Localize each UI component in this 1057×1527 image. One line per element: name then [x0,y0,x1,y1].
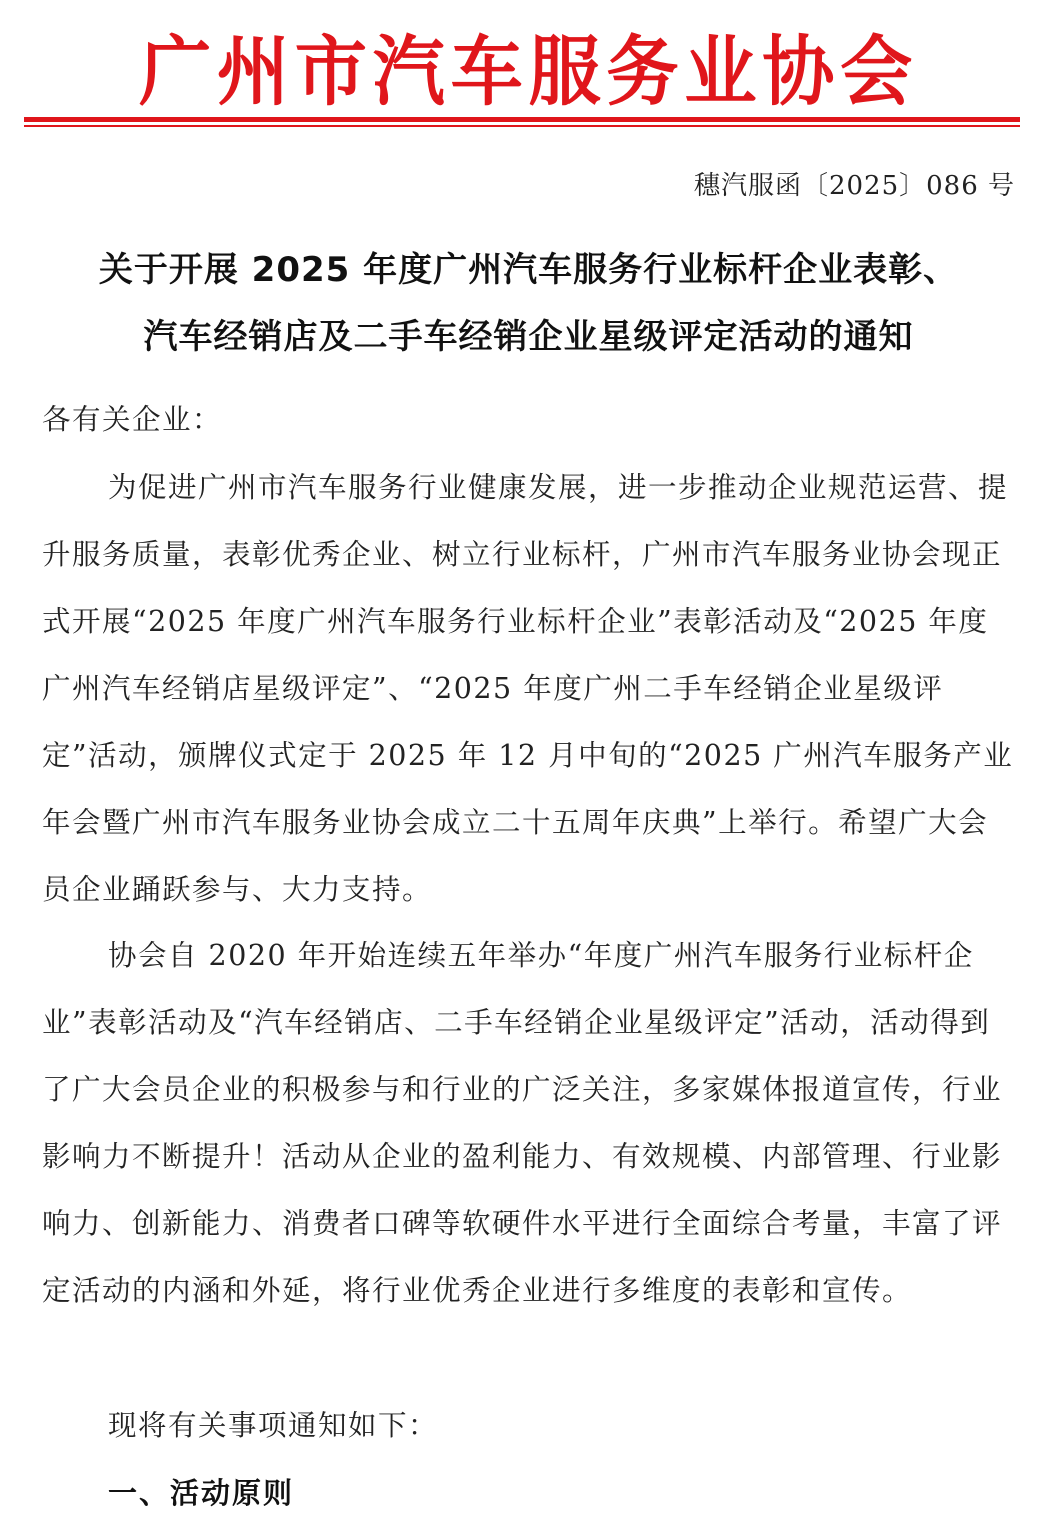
salutation: 各有关企业： [42,403,223,436]
paragraph-notice-intro: 现将有关事项通知如下： [108,1409,439,1442]
section-heading-principles: 一、活动原则 [108,1476,295,1510]
letterhead-rule-thick [24,117,1020,122]
letterhead-rule-thin [24,125,1020,127]
document-number: 穗汽服函〔2025〕086 号 [693,171,1015,201]
letterhead-title: 广州市汽车服务业协会 [139,27,919,116]
document-title-line-1: 关于开展 2025 年度广州汽车服务行业标杆企业表彰、 [98,250,959,290]
document-title-line-2: 汽车经销店及二手车经销企业星级评定活动的通知 [143,317,914,357]
paragraph-purpose: 为促进广州市汽车服务行业健康发展，进一步推动企业规范运营、提升服务质量，表彰优秀企业、树立行业标杆，广州市汽车服务业协会现正式开展“2025 年度广州汽车服务行业标杆企业”表彰活动及“2025 年度广州汽车经销店星级评定”、“2025 年度广州二手车经销企业星级评定”活动，颁牌仪式定于 2025 年 12 月中旬的“2025 广州汽车服务产业年会暨广州市汽车服务业协会成立二十五周年庆典”上举行。希望广大会员企业踊跃参与、大力支持。 [42,471,1014,906]
paragraph-background: 协会自 2020 年开始连续五年举办“年度广州汽车服务行业标杆企业”表彰活动及“汽车经销店、二手车经销企业星级评定”活动，活动得到了广大会员企业的积极参与和行业的广泛关注，多家媒体报道宣传，行业影响力不断提升！活动从企业的盈利能力、有效规模、内部管理、行业影响力、创新能力、消费者口碑等软硬件水平进行全面综合考量，丰富了评定活动的内涵和外延，将行业优秀企业进行多维度的表彰和宣传。 [42,939,1003,1307]
